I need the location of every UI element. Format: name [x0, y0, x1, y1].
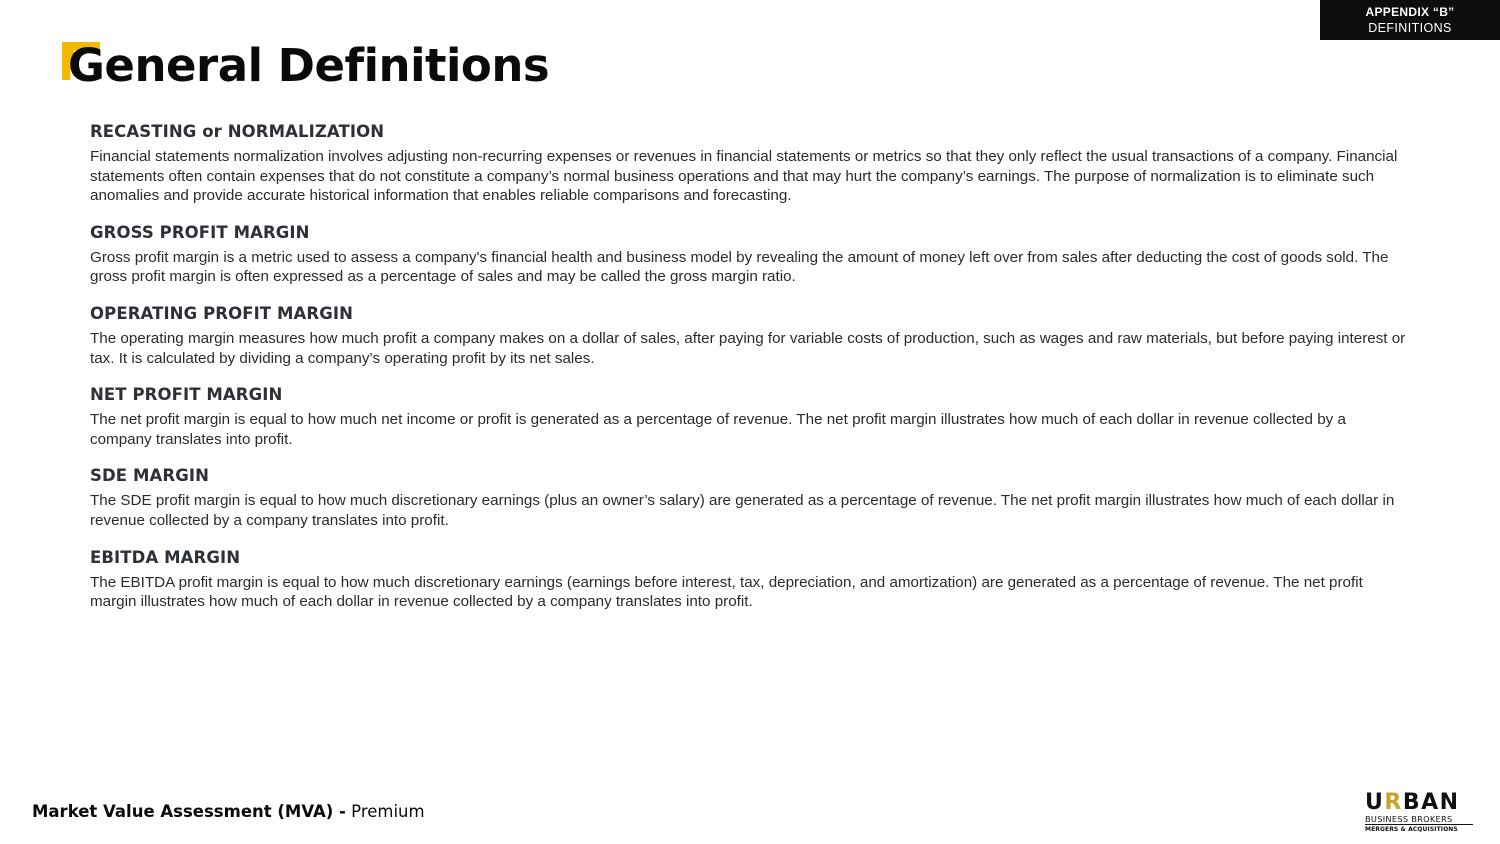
definition-text: The net profit margin is equal to how much net income or profit is generated as a percentage of revenue. The net profit margin illustrates how much of each dollar in revenue collected by a company translates into profit.	[90, 411, 1346, 448]
definition-term: RECASTING or NORMALIZATION	[90, 122, 385, 141]
definition-item	[90, 466, 1410, 530]
definition-item	[90, 548, 1410, 612]
definition-term: GROSS PROFIT MARGIN	[90, 222, 310, 242]
definitions-list	[90, 122, 1410, 629]
definition-item	[90, 223, 1410, 287]
appendix-title: APPENDIX “B”	[1365, 5, 1455, 19]
appendix-tag	[1320, 0, 1500, 40]
title-block	[62, 38, 550, 94]
definition-term: NET PROFIT MARGIN	[90, 385, 283, 405]
footer-label-bold: Market Value Assessment (MVA) -	[32, 802, 346, 821]
definition-text: Gross profit margin is a metric used to assess a company's financial health and business model by revealing the amount of money left over from sales after deducting the cost of goods sold. The gross profit margin is often expressed as a percentage of sales and may be called the gross margin ratio.	[90, 248, 1389, 286]
logo-letter-r: R	[1384, 790, 1403, 815]
definition-item	[90, 304, 1410, 368]
definition-text: The EBITDA profit margin is equal to how much discretionary earnings (earnings before interest, tax, depreciation, and amortization) are generated as a percentage of revenue. The net profit margin illustrates how much of each dollar in revenue collected by a company translates into profit.	[90, 573, 1363, 611]
logo-wordmark	[1365, 792, 1473, 814]
definition-text: Financial statements normalization involves adjusting non-recurring expenses or revenues in financial statements or metrics so that they only reflect the usual transactions of a company. Financial statements often contain expenses that do not constitute a company’s normal business operations and that may hurt the company’s earnings. The purpose of normalization is to eliminate such anomalies and provide accurate historical information that enables reliable comparisons and forecasting.	[90, 148, 1398, 205]
logo-tagline-1: BUSINESS BROKERS	[1365, 814, 1473, 825]
definition-item	[90, 385, 1410, 449]
definition-item	[90, 122, 1410, 206]
footer-label-light: Premium	[351, 802, 425, 821]
page-title: General Definitions	[68, 39, 550, 92]
logo-letters-ban: BAN	[1402, 790, 1460, 815]
company-logo	[1365, 792, 1473, 834]
footer-label	[32, 802, 425, 821]
definition-text: The operating margin measures how much profit a company makes on a dollar of sales, after paying for variable costs of production, such as wages and raw materials, but before paying interest or tax. It is calculated by dividing a company’s operating profit by its net sales.	[90, 329, 1406, 367]
definition-term: EBITDA MARGIN	[90, 547, 241, 567]
definition-text: The SDE profit margin is equal to how much discretionary earnings (plus an owner’s salary) are generated as a percentage of revenue. The net profit margin illustrates how much of each dollar in revenue collected by a company translates into profit.	[90, 492, 1395, 529]
appendix-subtitle: DEFINITIONS	[1368, 21, 1452, 35]
logo-tagline-2: MERGERS & ACQUISITIONS	[1365, 826, 1458, 833]
definition-term: OPERATING PROFIT MARGIN	[90, 303, 353, 323]
logo-letter-u: U	[1365, 790, 1385, 815]
definition-term: SDE MARGIN	[90, 466, 209, 486]
